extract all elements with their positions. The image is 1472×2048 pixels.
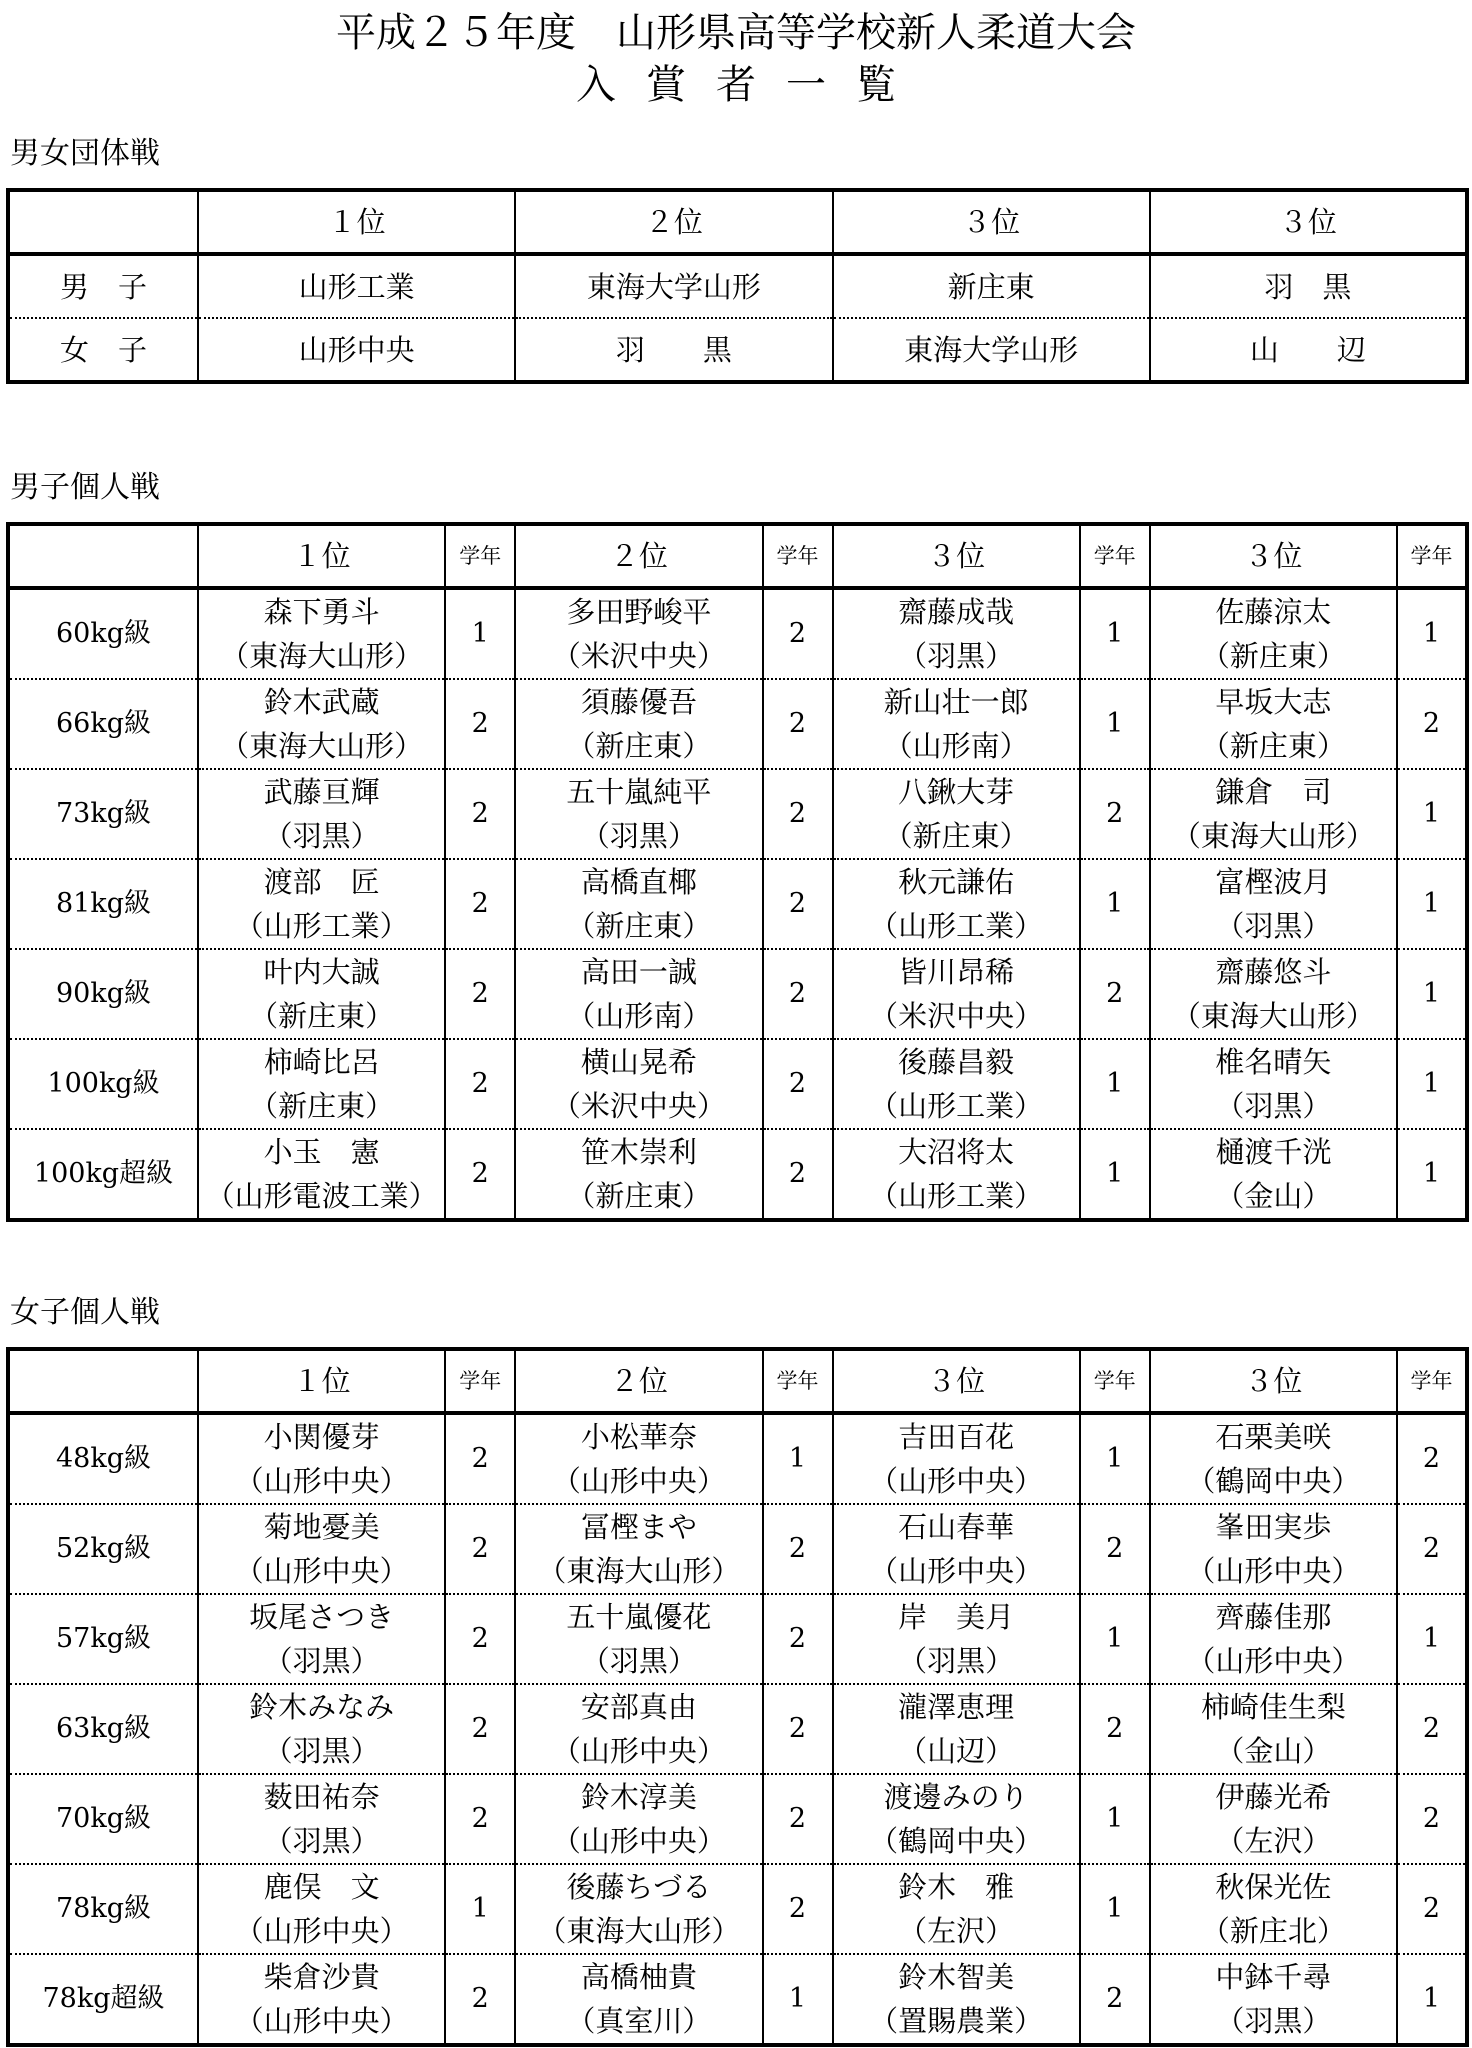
entrant-name: 石山春華 <box>898 1510 1015 1544</box>
entrant-name: 中鉢千尋 <box>1215 1960 1332 1994</box>
entrant-grade: 2 <box>1397 1504 1467 1594</box>
entrant-school: （新庄東） <box>249 999 395 1033</box>
entrant-cell <box>833 1684 1080 1774</box>
men-header-place-3a: ３位 <box>833 524 1080 588</box>
entrant-name: 渡邊みのり <box>883 1780 1029 1814</box>
entrant-grade: 2 <box>445 1504 515 1594</box>
entrant-cell <box>198 1954 445 2045</box>
entrant-name: 坂尾さつき <box>249 1600 395 1634</box>
entrant-name: 笹木崇利 <box>580 1135 697 1169</box>
entrant-name: 小関優芽 <box>263 1420 380 1454</box>
entrant-grade: 2 <box>445 1413 515 1504</box>
entrant-school: （米沢中央） <box>551 639 726 673</box>
entrant-grade: 2 <box>1397 1684 1467 1774</box>
entrant-school: （東海大山形） <box>1171 999 1375 1033</box>
weight-class: 78kg超級 <box>8 1954 198 2045</box>
table-row <box>8 1594 1467 1684</box>
men-header-grade-2: 学年 <box>763 524 833 588</box>
weight-class: 100kg級 <box>8 1039 198 1129</box>
entrant-cell <box>515 1954 762 2045</box>
entrant-school: （山形中央） <box>234 2004 409 2038</box>
entrant-school: （羽黒） <box>1215 2004 1332 2038</box>
entrant-cell <box>1150 769 1397 859</box>
entrant-name: 後藤ちづる <box>566 1870 712 1904</box>
weight-class: 78kg級 <box>8 1864 198 1954</box>
entrant-cell <box>1150 1039 1397 1129</box>
entrant-grade: 2 <box>445 769 515 859</box>
team-place-3b: 山 辺 <box>1150 318 1467 382</box>
team-category: 女 子 <box>8 318 198 382</box>
women-header-grade-1: 学年 <box>445 1349 515 1413</box>
entrant-grade: 2 <box>1080 1684 1150 1774</box>
entrant-school: （山形南） <box>883 729 1029 763</box>
entrant-school: （羽黒） <box>263 1734 380 1768</box>
team-results-table <box>6 188 1469 384</box>
table-row <box>8 679 1467 769</box>
team-header-2nd: ２位 <box>515 190 832 254</box>
entrant-school: （山形中央） <box>234 1914 409 1948</box>
men-header-row <box>8 524 1467 588</box>
table-row <box>8 1684 1467 1774</box>
entrant-name: 岸 美月 <box>898 1600 1015 1634</box>
entrant-name: 瀧澤恵理 <box>898 1690 1015 1724</box>
entrant-name: 早坂大志 <box>1215 685 1332 719</box>
page-subtitle: 入賞者一覧 <box>576 62 926 108</box>
entrant-school: （羽黒） <box>580 819 697 853</box>
entrant-grade: 1 <box>1397 1039 1467 1129</box>
entrant-name: 冨樫まや <box>580 1510 697 1544</box>
women-header-place-1: １位 <box>198 1349 445 1413</box>
entrant-grade: 1 <box>1080 1594 1150 1684</box>
entrant-name: 吉田百花 <box>898 1420 1015 1454</box>
entrant-school: （置賜農業） <box>869 2004 1044 2038</box>
women-header-place-3b: ３位 <box>1150 1349 1397 1413</box>
entrant-cell <box>198 949 445 1039</box>
entrant-grade: 1 <box>1080 1129 1150 1220</box>
weight-class: 66kg級 <box>8 679 198 769</box>
entrant-grade: 2 <box>445 1774 515 1864</box>
entrant-name: 鈴木武蔵 <box>263 685 380 719</box>
entrant-grade: 2 <box>763 859 833 949</box>
entrant-cell <box>1150 1504 1397 1594</box>
entrant-cell <box>515 1864 762 1954</box>
team-header-row <box>8 190 1467 254</box>
weight-class: 73kg級 <box>8 769 198 859</box>
entrant-school: （新庄東） <box>566 1179 712 1213</box>
entrant-name: 渡部 匠 <box>263 865 380 899</box>
women-header-grade-2: 学年 <box>763 1349 833 1413</box>
entrant-grade: 1 <box>763 1954 833 2045</box>
entrant-school: （山形南） <box>566 999 712 1033</box>
entrant-school: （山辺） <box>898 1734 1015 1768</box>
entrant-grade: 1 <box>445 588 515 679</box>
entrant-name: 叶内大誠 <box>263 955 380 989</box>
entrant-grade: 2 <box>763 1039 833 1129</box>
entrant-school: （羽黒） <box>898 639 1015 673</box>
entrant-grade: 1 <box>1397 769 1467 859</box>
entrant-grade: 1 <box>763 1413 833 1504</box>
entrant-grade: 2 <box>763 949 833 1039</box>
entrant-cell <box>833 1413 1080 1504</box>
entrant-grade: 2 <box>763 1774 833 1864</box>
entrant-name: 樋渡千洸 <box>1215 1135 1332 1169</box>
entrant-cell <box>1150 1774 1397 1864</box>
entrant-school: （羽黒） <box>263 1644 380 1678</box>
entrant-grade: 2 <box>763 769 833 859</box>
entrant-cell <box>1150 1129 1397 1220</box>
team-header-blank <box>8 190 198 254</box>
entrant-grade: 2 <box>445 859 515 949</box>
table-row <box>8 949 1467 1039</box>
team-place-3b: 羽 黒 <box>1150 254 1467 318</box>
entrant-school: （東海大山形） <box>1171 819 1375 853</box>
entrant-grade: 1 <box>445 1864 515 1954</box>
table-row <box>8 1774 1467 1864</box>
entrant-school: （山形中央） <box>869 1464 1044 1498</box>
entrant-name: 大沼将太 <box>898 1135 1015 1169</box>
entrant-school: （山形工業） <box>869 1179 1044 1213</box>
entrant-cell <box>515 1039 762 1129</box>
entrant-cell <box>833 1864 1080 1954</box>
entrant-cell <box>198 769 445 859</box>
team-place-2: 東海大学山形 <box>515 254 832 318</box>
team-category: 男 子 <box>8 254 198 318</box>
entrant-cell <box>198 1039 445 1129</box>
entrant-cell <box>198 859 445 949</box>
entrant-school: （山形中央） <box>234 1464 409 1498</box>
entrant-name: 石栗美咲 <box>1215 1420 1332 1454</box>
entrant-cell <box>198 588 445 679</box>
entrant-school: （東海大山形） <box>537 1914 741 1948</box>
entrant-school: （山形工業） <box>234 909 409 943</box>
entrant-name: 齊藤佳那 <box>1215 1600 1332 1634</box>
entrant-school: （山形工業） <box>869 909 1044 943</box>
entrant-cell <box>833 1039 1080 1129</box>
team-section-label: 男女団体戦 <box>10 136 160 171</box>
entrant-name: 秋元謙佑 <box>898 865 1015 899</box>
entrant-name: 鈴木みなみ <box>249 1690 395 1724</box>
entrant-cell <box>198 1864 445 1954</box>
team-place-3a: 東海大学山形 <box>833 318 1150 382</box>
entrant-grade: 2 <box>445 1039 515 1129</box>
entrant-grade: 2 <box>1397 1774 1467 1864</box>
entrant-name: 菊地憂美 <box>263 1510 380 1544</box>
men-header-place-3b: ３位 <box>1150 524 1397 588</box>
entrant-cell <box>198 679 445 769</box>
entrant-school: （羽黒） <box>263 1824 380 1858</box>
entrant-cell <box>515 1129 762 1220</box>
entrant-grade: 1 <box>1080 1413 1150 1504</box>
entrant-cell <box>833 679 1080 769</box>
weight-class: 90kg級 <box>8 949 198 1039</box>
weight-class: 100kg超級 <box>8 1129 198 1220</box>
team-row-men <box>8 254 1467 318</box>
entrant-school: （金山） <box>1215 1734 1332 1768</box>
entrant-cell <box>833 1594 1080 1684</box>
entrant-cell <box>1150 1684 1397 1774</box>
entrant-school: （山形中央） <box>551 1734 726 1768</box>
entrant-name: 齋藤悠斗 <box>1215 955 1332 989</box>
entrant-cell <box>833 1504 1080 1594</box>
entrant-school: （羽黒） <box>1215 909 1332 943</box>
entrant-school: （米沢中央） <box>551 1089 726 1123</box>
entrant-name: 小松華奈 <box>580 1420 697 1454</box>
entrant-name: 伊藤光希 <box>1215 1780 1332 1814</box>
entrant-grade: 1 <box>1397 588 1467 679</box>
entrant-grade: 2 <box>763 588 833 679</box>
entrant-name: 齋藤成哉 <box>898 595 1015 629</box>
entrant-school: （左沢） <box>1215 1824 1332 1858</box>
entrant-cell <box>833 859 1080 949</box>
entrant-cell <box>198 1413 445 1504</box>
men-section-label: 男子個人戦 <box>10 470 160 505</box>
table-row <box>8 1413 1467 1504</box>
entrant-school: （鶴岡中央） <box>1186 1464 1361 1498</box>
entrant-cell <box>833 1954 1080 2045</box>
entrant-name: 富樫波月 <box>1215 865 1332 899</box>
women-header-grade-3b: 学年 <box>1397 1349 1467 1413</box>
entrant-school: （新庄北） <box>1200 1914 1346 1948</box>
entrant-grade: 1 <box>1080 679 1150 769</box>
table-row <box>8 1039 1467 1129</box>
table-row <box>8 1504 1467 1594</box>
entrant-school: （新庄東） <box>1200 729 1346 763</box>
entrant-cell <box>515 769 762 859</box>
team-header-3rd-b: ３位 <box>1150 190 1467 254</box>
entrant-grade: 1 <box>1397 859 1467 949</box>
entrant-name: 峯田実歩 <box>1215 1510 1332 1544</box>
entrant-grade: 1 <box>1397 1594 1467 1684</box>
women-header-blank <box>8 1349 198 1413</box>
entrant-grade: 1 <box>1080 1864 1150 1954</box>
entrant-cell <box>1150 1413 1397 1504</box>
entrant-cell <box>515 588 762 679</box>
men-header-place-2: ２位 <box>515 524 762 588</box>
entrant-cell <box>833 1774 1080 1864</box>
entrant-school: （羽黒） <box>1215 1089 1332 1123</box>
women-results-table <box>6 1347 1469 2047</box>
entrant-name: 皆川昂稀 <box>898 955 1015 989</box>
entrant-cell <box>515 949 762 1039</box>
entrant-grade: 2 <box>1080 769 1150 859</box>
team-place-1: 山形中央 <box>198 318 515 382</box>
entrant-grade: 2 <box>1080 1954 1150 2045</box>
entrant-grade: 2 <box>763 1129 833 1220</box>
entrant-school: （新庄東） <box>249 1089 395 1123</box>
entrant-grade: 2 <box>763 679 833 769</box>
entrant-name: 高橋直椰 <box>580 865 697 899</box>
entrant-school: （鶴岡中央） <box>869 1824 1044 1858</box>
table-row <box>8 769 1467 859</box>
entrant-school: （羽黒） <box>580 1644 697 1678</box>
entrant-school: （山形電波工業） <box>205 1179 438 1213</box>
entrant-name: 柿崎佳生梨 <box>1200 1690 1346 1724</box>
entrant-school: （新庄東） <box>883 819 1029 853</box>
entrant-cell <box>198 1504 445 1594</box>
entrant-name: 須藤優吾 <box>580 685 697 719</box>
women-header-place-3a: ３位 <box>833 1349 1080 1413</box>
entrant-grade: 2 <box>1080 1504 1150 1594</box>
entrant-name: 高田一誠 <box>580 955 697 989</box>
entrant-grade: 1 <box>1397 1129 1467 1220</box>
team-row-women <box>8 318 1467 382</box>
entrant-school: （新庄東） <box>566 909 712 943</box>
men-header-grade-1: 学年 <box>445 524 515 588</box>
entrant-cell <box>833 949 1080 1039</box>
entrant-grade: 2 <box>763 1864 833 1954</box>
entrant-school: （山形工業） <box>869 1089 1044 1123</box>
entrant-name: 薮田祐奈 <box>263 1780 380 1814</box>
table-row <box>8 588 1467 679</box>
entrant-school: （羽黒） <box>898 1644 1015 1678</box>
entrant-grade: 2 <box>1080 949 1150 1039</box>
entrant-cell <box>515 1594 762 1684</box>
entrant-cell <box>1150 679 1397 769</box>
weight-class: 52kg級 <box>8 1504 198 1594</box>
men-header-place-1: １位 <box>198 524 445 588</box>
team-place-1: 山形工業 <box>198 254 515 318</box>
entrant-name: 柿崎比呂 <box>263 1045 380 1079</box>
entrant-grade: 2 <box>763 1504 833 1594</box>
entrant-cell <box>515 1413 762 1504</box>
entrant-name: 後藤昌毅 <box>898 1045 1015 1079</box>
entrant-name: 横山晃希 <box>580 1045 697 1079</box>
entrant-cell <box>198 1684 445 1774</box>
entrant-cell <box>515 679 762 769</box>
weight-class: 81kg級 <box>8 859 198 949</box>
entrant-grade: 1 <box>1080 1039 1150 1129</box>
entrant-cell <box>1150 1594 1397 1684</box>
entrant-school: （山形中央） <box>234 1554 409 1588</box>
entrant-name: 多田野峻平 <box>566 595 712 629</box>
entrant-cell <box>515 1774 762 1864</box>
team-place-3a: 新庄東 <box>833 254 1150 318</box>
entrant-name: 五十嵐優花 <box>566 1600 712 1634</box>
entrant-cell <box>198 1774 445 1864</box>
entrant-cell <box>515 859 762 949</box>
page-title: 平成２５年度 山形県高等学校新人柔道大会 <box>336 10 1136 56</box>
weight-class: 48kg級 <box>8 1413 198 1504</box>
entrant-school: （金山） <box>1215 1179 1332 1213</box>
women-header-place-2: ２位 <box>515 1349 762 1413</box>
entrant-grade: 1 <box>1080 859 1150 949</box>
table-row <box>8 1864 1467 1954</box>
entrant-grade: 1 <box>1397 949 1467 1039</box>
entrant-cell <box>198 1129 445 1220</box>
entrant-school: （羽黒） <box>263 819 380 853</box>
entrant-cell <box>1150 588 1397 679</box>
entrant-name: 秋保光佐 <box>1215 1870 1332 1904</box>
entrant-name: 小玉 憲 <box>263 1135 380 1169</box>
entrant-name: 鈴木智美 <box>898 1960 1015 1994</box>
entrant-grade: 1 <box>1080 1774 1150 1864</box>
entrant-name: 八鍬大芽 <box>898 775 1015 809</box>
entrant-cell <box>833 769 1080 859</box>
entrant-school: （東海大山形） <box>220 639 424 673</box>
entrant-grade: 2 <box>1397 1413 1467 1504</box>
entrant-name: 椎名晴矢 <box>1215 1045 1332 1079</box>
women-header-grade-3a: 学年 <box>1080 1349 1150 1413</box>
entrant-cell <box>198 1594 445 1684</box>
table-row <box>8 1954 1467 2045</box>
entrant-school: （山形中央） <box>1186 1554 1361 1588</box>
entrant-grade: 2 <box>445 1594 515 1684</box>
entrant-grade: 2 <box>445 1954 515 2045</box>
entrant-school: （新庄東） <box>566 729 712 763</box>
men-results-table <box>6 522 1469 1222</box>
weight-class: 70kg級 <box>8 1774 198 1864</box>
entrant-cell <box>1150 1864 1397 1954</box>
entrant-name: 武藤亘輝 <box>263 775 380 809</box>
entrant-name: 安部真由 <box>580 1690 697 1724</box>
entrant-name: 鈴木淳美 <box>580 1780 697 1814</box>
men-header-grade-3b: 学年 <box>1397 524 1467 588</box>
weight-class: 60kg級 <box>8 588 198 679</box>
entrant-name: 柴倉沙貴 <box>263 1960 380 1994</box>
weight-class: 63kg級 <box>8 1684 198 1774</box>
entrant-school: （山形中央） <box>551 1464 726 1498</box>
entrant-name: 新山壮一郎 <box>883 685 1029 719</box>
entrant-school: （東海大山形） <box>220 729 424 763</box>
entrant-school: （東海大山形） <box>537 1554 741 1588</box>
table-row <box>8 1129 1467 1220</box>
entrant-name: 鹿俣 文 <box>263 1870 380 1904</box>
entrant-cell <box>1150 949 1397 1039</box>
entrant-name: 森下勇斗 <box>263 595 380 629</box>
entrant-cell <box>515 1504 762 1594</box>
entrant-grade: 2 <box>1397 1864 1467 1954</box>
entrant-cell <box>833 1129 1080 1220</box>
entrant-grade: 2 <box>445 1684 515 1774</box>
entrant-name: 高橋柚貴 <box>580 1960 697 1994</box>
entrant-grade: 2 <box>445 949 515 1039</box>
entrant-cell <box>515 1684 762 1774</box>
men-header-blank <box>8 524 198 588</box>
entrant-school: （山形中央） <box>1186 1644 1361 1678</box>
entrant-grade: 2 <box>445 679 515 769</box>
entrant-name: 佐藤涼太 <box>1215 595 1332 629</box>
entrant-cell <box>1150 1954 1397 2045</box>
entrant-grade: 1 <box>1397 1954 1467 2045</box>
entrant-school: （米沢中央） <box>869 999 1044 1033</box>
entrant-grade: 2 <box>763 1684 833 1774</box>
entrant-school: （新庄東） <box>1200 639 1346 673</box>
women-section-label: 女子個人戦 <box>10 1295 160 1330</box>
men-header-grade-3a: 学年 <box>1080 524 1150 588</box>
entrant-school: （山形中央） <box>551 1824 726 1858</box>
entrant-school: （左沢） <box>898 1914 1015 1948</box>
entrant-name: 五十嵐純平 <box>566 775 712 809</box>
entrant-school: （真室川） <box>566 2004 712 2038</box>
team-header-3rd-a: ３位 <box>833 190 1150 254</box>
team-header-1st: １位 <box>198 190 515 254</box>
entrant-cell <box>1150 859 1397 949</box>
entrant-school: （山形中央） <box>869 1554 1044 1588</box>
entrant-grade: 2 <box>445 1129 515 1220</box>
entrant-name: 鎌倉 司 <box>1215 775 1332 809</box>
weight-class: 57kg級 <box>8 1594 198 1684</box>
entrant-grade: 2 <box>763 1594 833 1684</box>
entrant-name: 鈴木 雅 <box>898 1870 1015 1904</box>
entrant-grade: 2 <box>1397 679 1467 769</box>
entrant-cell <box>833 588 1080 679</box>
entrant-grade: 1 <box>1080 588 1150 679</box>
women-header-row <box>8 1349 1467 1413</box>
table-row <box>8 859 1467 949</box>
team-place-2: 羽 黒 <box>515 318 832 382</box>
